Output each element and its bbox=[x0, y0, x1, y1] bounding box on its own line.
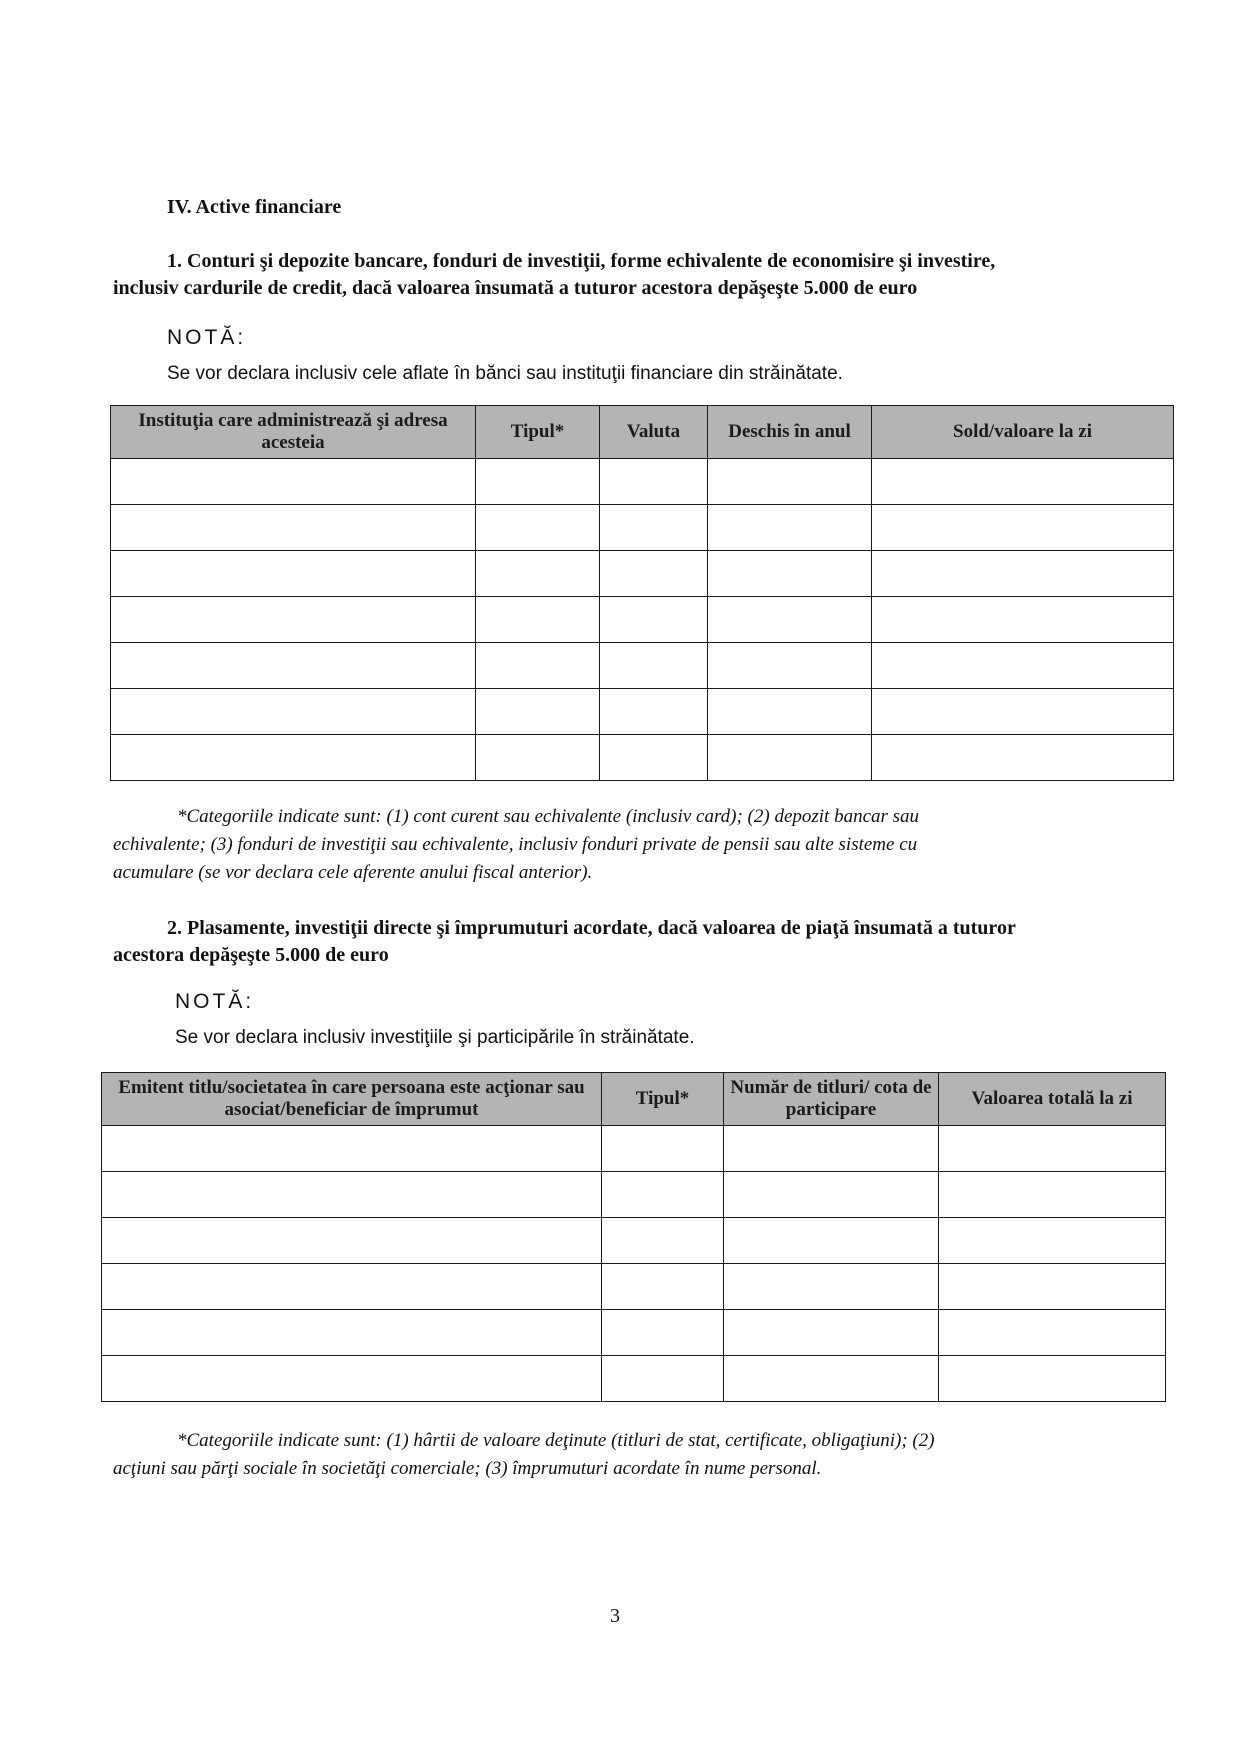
table-cell[interactable] bbox=[476, 505, 600, 551]
table-row bbox=[102, 1218, 1166, 1264]
table-cell[interactable] bbox=[939, 1126, 1166, 1172]
col-header-valoarea-totala: Valoarea totală la zi bbox=[939, 1073, 1166, 1126]
table-cell[interactable] bbox=[872, 689, 1174, 735]
table-cell[interactable] bbox=[602, 1310, 724, 1356]
table-cell[interactable] bbox=[600, 551, 708, 597]
table-row bbox=[111, 505, 1174, 551]
table-row bbox=[111, 551, 1174, 597]
section-title: IV. Active financiare bbox=[167, 196, 342, 218]
table-cell[interactable] bbox=[102, 1218, 602, 1264]
table-cell[interactable] bbox=[708, 643, 872, 689]
table-cell[interactable] bbox=[600, 735, 708, 781]
item2-footnote bbox=[113, 1427, 1178, 1483]
table-cell[interactable] bbox=[111, 643, 476, 689]
table-cell[interactable] bbox=[872, 551, 1174, 597]
table-cell[interactable] bbox=[939, 1218, 1166, 1264]
table-cell[interactable] bbox=[111, 689, 476, 735]
table-cell[interactable] bbox=[724, 1172, 939, 1218]
table-cell[interactable] bbox=[939, 1310, 1166, 1356]
table-row bbox=[102, 1126, 1166, 1172]
table-cell[interactable] bbox=[708, 735, 872, 781]
table-row bbox=[111, 689, 1174, 735]
item1-footnote-line1: *Categoriile indicate sunt: (1) cont curent sau echivalente (inclusiv card); (2) depozit bancar sau bbox=[177, 806, 920, 827]
table-cell[interactable] bbox=[102, 1356, 602, 1402]
col-header-sold: Sold/valoare la zi bbox=[872, 406, 1174, 459]
table-cell[interactable] bbox=[111, 459, 476, 505]
table-cell[interactable] bbox=[600, 505, 708, 551]
col-header-tipul: Tipul* bbox=[476, 406, 600, 459]
table-cell[interactable] bbox=[600, 459, 708, 505]
table-cell[interactable] bbox=[708, 505, 872, 551]
table-row bbox=[111, 597, 1174, 643]
table-cell[interactable] bbox=[600, 597, 708, 643]
table-cell[interactable] bbox=[111, 505, 476, 551]
table-cell[interactable] bbox=[939, 1356, 1166, 1402]
col-header-tipul: Tipul* bbox=[602, 1073, 724, 1126]
item2-heading bbox=[113, 915, 1178, 969]
col-header-numar-titluri: Număr de titluri/ cota de participare bbox=[724, 1073, 939, 1126]
table-cell[interactable] bbox=[111, 735, 476, 781]
table-cell[interactable] bbox=[602, 1218, 724, 1264]
table-cell[interactable] bbox=[708, 459, 872, 505]
table-header-row bbox=[102, 1073, 1166, 1126]
table-row bbox=[111, 459, 1174, 505]
item1-heading-line2: inclusiv cardurile de credit, dacă valoarea însumată a tuturor acestora depăşeşte 5.000 de euro bbox=[113, 277, 918, 299]
col-header-institutie: Instituţia care administrează şi adresa acesteia bbox=[111, 406, 476, 459]
table-cell[interactable] bbox=[939, 1264, 1166, 1310]
table-row bbox=[111, 735, 1174, 781]
item1-heading bbox=[113, 248, 1178, 302]
item1-nota-label: NOTĂ: bbox=[167, 326, 247, 349]
table-cell[interactable] bbox=[872, 735, 1174, 781]
table-cell[interactable] bbox=[102, 1126, 602, 1172]
table-row bbox=[111, 643, 1174, 689]
table-cell[interactable] bbox=[602, 1356, 724, 1402]
page-number: 3 bbox=[610, 1605, 620, 1627]
table-cell[interactable] bbox=[600, 689, 708, 735]
item1-footnote bbox=[113, 803, 1178, 887]
item1-nota-text: Se vor declara inclusiv cele aflate în bănci sau instituţii financiare din străinătate. bbox=[167, 363, 843, 384]
table-cell[interactable] bbox=[476, 597, 600, 643]
table-cell[interactable] bbox=[111, 551, 476, 597]
col-header-valuta: Valuta bbox=[600, 406, 708, 459]
table-row bbox=[102, 1172, 1166, 1218]
table-cell[interactable] bbox=[724, 1218, 939, 1264]
table-cell[interactable] bbox=[724, 1264, 939, 1310]
table-cell[interactable] bbox=[724, 1310, 939, 1356]
table-cell[interactable] bbox=[476, 551, 600, 597]
item1-heading-line1: 1. Conturi şi depozite bancare, fonduri de investiţii, forme echivalente de economisire şi investire, bbox=[167, 250, 996, 272]
bank-accounts-table bbox=[110, 405, 1174, 781]
table-row bbox=[102, 1264, 1166, 1310]
investments-table bbox=[101, 1072, 1166, 1402]
item1-footnote-line3: acumulare (se vor declara cele aferente anului fiscal anterior). bbox=[113, 862, 593, 883]
table-cell[interactable] bbox=[476, 459, 600, 505]
table-cell[interactable] bbox=[939, 1172, 1166, 1218]
table-cell[interactable] bbox=[600, 643, 708, 689]
item2-heading-line1: 2. Plasamente, investiţii directe şi împrumuturi acordate, dacă valoarea de piaţă însumată a tuturor bbox=[167, 917, 1016, 939]
table-cell[interactable] bbox=[872, 597, 1174, 643]
table-cell[interactable] bbox=[602, 1172, 724, 1218]
table-row bbox=[102, 1310, 1166, 1356]
item1-footnote-line2: echivalente; (3) fonduri de investiţii sau echivalente, inclusiv fonduri private de pensii sau alte sisteme cu bbox=[113, 834, 918, 855]
table-cell[interactable] bbox=[102, 1264, 602, 1310]
table-cell[interactable] bbox=[476, 689, 600, 735]
item2-footnote-line1: *Categoriile indicate sunt: (1) hârtii de valoare deţinute (titluri de stat, certificate, obligaţiuni); (2) bbox=[177, 1430, 935, 1451]
item2-heading-line2: acestora depăşeşte 5.000 de euro bbox=[113, 944, 389, 966]
table-cell[interactable] bbox=[102, 1172, 602, 1218]
col-header-deschis: Deschis în anul bbox=[708, 406, 872, 459]
table-cell[interactable] bbox=[872, 643, 1174, 689]
item2-footnote-line2: acţiuni sau părţi sociale în societăţi comerciale; (3) împrumuturi acordate în nume personal. bbox=[113, 1458, 822, 1479]
table-row bbox=[102, 1356, 1166, 1402]
table-cell[interactable] bbox=[724, 1356, 939, 1402]
table-cell[interactable] bbox=[102, 1310, 602, 1356]
table-cell[interactable] bbox=[872, 459, 1174, 505]
table-cell[interactable] bbox=[111, 597, 476, 643]
col-header-emitent: Emitent titlu/societatea în care persoana este acţionar sau asociat/beneficiar de împrumut bbox=[102, 1073, 602, 1126]
table-cell[interactable] bbox=[708, 689, 872, 735]
table-cell[interactable] bbox=[708, 551, 872, 597]
table-cell[interactable] bbox=[708, 597, 872, 643]
table-cell[interactable] bbox=[602, 1264, 724, 1310]
item2-nota-label: NOTĂ: bbox=[175, 990, 255, 1013]
table-cell[interactable] bbox=[602, 1126, 724, 1172]
item2-nota-text: Se vor declara inclusiv investiţiile şi participările în străinătate. bbox=[175, 1027, 695, 1048]
table-cell[interactable] bbox=[476, 643, 600, 689]
table-cell[interactable] bbox=[724, 1126, 939, 1172]
table-cell[interactable] bbox=[872, 505, 1174, 551]
table-header-row bbox=[111, 406, 1174, 459]
table-cell[interactable] bbox=[476, 735, 600, 781]
